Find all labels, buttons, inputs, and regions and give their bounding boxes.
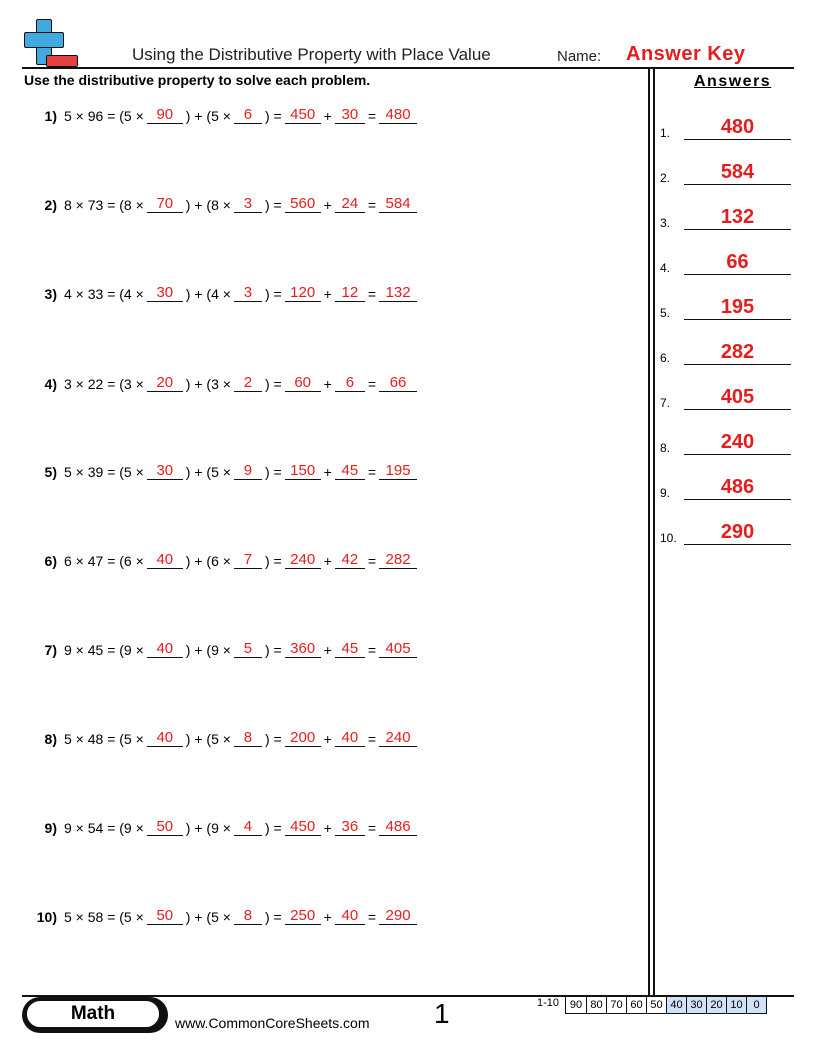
problem-row [22, 545, 418, 569]
problem-expression: 4 × 33 = (4 × [64, 286, 144, 302]
worksheet-title: Using the Distributive Property with Place Value [132, 45, 491, 64]
answer-number: 2. [660, 171, 671, 185]
problem-row [22, 723, 418, 747]
ones-blank: 4 [234, 818, 262, 836]
score-cell: 50 [646, 997, 666, 1013]
answer-row [660, 294, 791, 320]
tens-blank: 50 [147, 907, 183, 925]
logo-minus-icon [46, 55, 78, 67]
partial-product-2: 12 [335, 284, 365, 302]
partial-product-2: 40 [335, 907, 365, 925]
problem-expression: 5 × 58 = (5 × [64, 909, 144, 925]
ones-blank: 8 [234, 907, 262, 925]
partial-product-1: 450 [285, 106, 321, 124]
equals-sign: = [367, 286, 377, 302]
close-paren-equals: ) = [264, 642, 282, 658]
partial-product-2: 6 [335, 374, 365, 392]
score-cell: 10 [726, 997, 746, 1013]
partial-product-2: 45 [335, 462, 365, 480]
answer-number: 3. [660, 216, 671, 230]
equals-sign: = [367, 197, 377, 213]
problem-number: 10) [36, 909, 57, 925]
partial-product-2: 40 [335, 729, 365, 747]
problem-middle: ) + (4 × [185, 286, 231, 302]
plus-sign: + [323, 909, 332, 925]
total-answer: 486 [379, 818, 417, 836]
close-paren-equals: ) = [264, 731, 282, 747]
answer-value: 405 [684, 385, 791, 410]
equals-sign: = [367, 553, 377, 569]
problem-middle: ) + (5 × [185, 108, 231, 124]
answer-row [660, 429, 791, 455]
problem-expression: 6 × 47 = (6 × [64, 553, 144, 569]
column-divider-left [648, 67, 650, 996]
problem-row [22, 368, 418, 392]
answer-value: 282 [684, 340, 791, 365]
name-label: Name: [557, 48, 602, 65]
instructions: Use the distributive property to solve each problem. [24, 72, 371, 88]
plus-sign: + [323, 731, 332, 747]
score-cell: 60 [626, 997, 646, 1013]
partial-product-1: 60 [285, 374, 321, 392]
problem-row [22, 812, 418, 836]
answer-row [660, 474, 791, 500]
plus-sign: + [323, 376, 332, 392]
problem-middle: ) + (6 × [185, 553, 231, 569]
total-answer: 290 [379, 907, 417, 925]
problem-row [22, 634, 418, 658]
plus-sign: + [323, 197, 332, 213]
problem-row [22, 100, 418, 124]
website-url: www.CommonCoreSheets.com [175, 1015, 370, 1031]
answer-number: 6. [660, 351, 671, 365]
page-number: 1 [434, 998, 450, 1029]
close-paren-equals: ) = [264, 376, 282, 392]
problem-number: 2) [44, 197, 57, 213]
ones-blank: 9 [234, 462, 262, 480]
total-answer: 66 [379, 374, 417, 392]
partial-product-1: 560 [285, 195, 321, 213]
problem-expression: 3 × 22 = (3 × [64, 376, 144, 392]
score-cell: 40 [666, 997, 686, 1013]
total-answer: 240 [379, 729, 417, 747]
answer-row [660, 114, 791, 140]
score-cell: 70 [606, 997, 626, 1013]
total-answer: 584 [379, 195, 417, 213]
score-table [565, 996, 767, 1014]
logo-plus-icon-horizontal [24, 32, 64, 48]
answer-number: 8. [660, 441, 671, 455]
tens-blank: 20 [147, 374, 183, 392]
problem-number: 6) [44, 553, 57, 569]
answer-value: 66 [684, 250, 791, 275]
problem-number: 9) [44, 820, 57, 836]
score-cell: 0 [746, 997, 766, 1013]
ones-blank: 5 [234, 640, 262, 658]
plus-sign: + [323, 553, 332, 569]
answer-row [660, 204, 791, 230]
problem-number: 3) [44, 286, 57, 302]
close-paren-equals: ) = [264, 286, 282, 302]
problem-row [22, 189, 418, 213]
problem-middle: ) + (5 × [185, 909, 231, 925]
problem-expression: 8 × 73 = (8 × [64, 197, 144, 213]
answer-row [660, 249, 791, 275]
total-answer: 282 [379, 551, 417, 569]
plus-sign: + [323, 464, 332, 480]
ones-blank: 6 [234, 106, 262, 124]
tens-blank: 40 [147, 729, 183, 747]
equals-sign: = [367, 642, 377, 658]
tens-blank: 40 [147, 551, 183, 569]
problem-expression: 5 × 96 = (5 × [64, 108, 144, 124]
partial-product-2: 36 [335, 818, 365, 836]
problem-expression: 9 × 54 = (9 × [64, 820, 144, 836]
header-divider [22, 67, 794, 69]
problem-middle: ) + (5 × [185, 464, 231, 480]
partial-product-1: 240 [285, 551, 321, 569]
plus-sign: + [323, 642, 332, 658]
total-answer: 405 [379, 640, 417, 658]
equals-sign: = [367, 108, 377, 124]
column-divider-right [653, 67, 655, 996]
answer-number: 5. [660, 306, 671, 320]
partial-product-1: 450 [285, 818, 321, 836]
problem-middle: ) + (8 × [185, 197, 231, 213]
partial-product-2: 45 [335, 640, 365, 658]
ones-blank: 2 [234, 374, 262, 392]
problem-middle: ) + (9 × [185, 820, 231, 836]
plus-sign: + [323, 820, 332, 836]
answer-row [660, 384, 791, 410]
answer-number: 10. [660, 531, 677, 545]
problem-row [22, 278, 418, 302]
tens-blank: 40 [147, 640, 183, 658]
tens-blank: 70 [147, 195, 183, 213]
name-value: Answer Key [626, 43, 746, 65]
problem-middle: ) + (5 × [185, 731, 231, 747]
problem-expression: 9 × 45 = (9 × [64, 642, 144, 658]
answer-row [660, 519, 791, 545]
close-paren-equals: ) = [264, 820, 282, 836]
ones-blank: 7 [234, 551, 262, 569]
problem-number: 5) [44, 464, 57, 480]
score-cell: 30 [686, 997, 706, 1013]
tens-blank: 50 [147, 818, 183, 836]
answer-value: 195 [684, 295, 791, 320]
problem-row [22, 901, 418, 925]
answer-value: 240 [684, 430, 791, 455]
close-paren-equals: ) = [264, 909, 282, 925]
score-cell: 80 [586, 997, 606, 1013]
equals-sign: = [367, 909, 377, 925]
problem-expression: 5 × 48 = (5 × [64, 731, 144, 747]
partial-product-2: 24 [335, 195, 365, 213]
plus-sign: + [323, 108, 332, 124]
partial-product-2: 42 [335, 551, 365, 569]
equals-sign: = [367, 376, 377, 392]
total-answer: 480 [379, 106, 417, 124]
problem-number: 1) [44, 108, 57, 124]
tens-blank: 30 [147, 284, 183, 302]
answers-heading: Answers [694, 73, 772, 90]
tens-blank: 30 [147, 462, 183, 480]
problem-number: 8) [44, 731, 57, 747]
answer-value: 132 [684, 205, 791, 230]
equals-sign: = [367, 820, 377, 836]
score-cell: 90 [569, 999, 583, 1011]
score-cell: 20 [706, 997, 726, 1013]
problem-row [22, 456, 418, 480]
problem-middle: ) + (3 × [185, 376, 231, 392]
answer-number: 1. [660, 126, 671, 140]
problem-expression: 5 × 39 = (5 × [64, 464, 144, 480]
answer-row [660, 159, 791, 185]
ones-blank: 3 [234, 195, 262, 213]
partial-product-2: 30 [335, 106, 365, 124]
equals-sign: = [367, 464, 377, 480]
problem-middle: ) + (9 × [185, 642, 231, 658]
tens-blank: 90 [147, 106, 183, 124]
ones-blank: 3 [234, 284, 262, 302]
partial-product-1: 200 [285, 729, 321, 747]
answer-value: 290 [684, 520, 791, 545]
answer-value: 480 [684, 115, 791, 140]
answer-number: 4. [660, 261, 671, 275]
answer-value: 584 [684, 160, 791, 185]
close-paren-equals: ) = [264, 108, 282, 124]
plus-sign: + [323, 286, 332, 302]
partial-product-1: 250 [285, 907, 321, 925]
problem-number: 7) [44, 642, 57, 658]
close-paren-equals: ) = [264, 553, 282, 569]
score-label: 1-10 [537, 997, 560, 1009]
answer-value: 486 [684, 475, 791, 500]
equals-sign: = [367, 731, 377, 747]
subject-badge: Math [24, 998, 162, 1030]
partial-product-1: 120 [285, 284, 321, 302]
total-answer: 195 [379, 462, 417, 480]
answer-row [660, 339, 791, 365]
partial-product-1: 360 [285, 640, 321, 658]
total-answer: 132 [379, 284, 417, 302]
partial-product-1: 150 [285, 462, 321, 480]
ones-blank: 8 [234, 729, 262, 747]
answer-number: 9. [660, 486, 671, 500]
close-paren-equals: ) = [264, 197, 282, 213]
problem-number: 4) [44, 376, 57, 392]
close-paren-equals: ) = [264, 464, 282, 480]
answer-number: 7. [660, 396, 671, 410]
